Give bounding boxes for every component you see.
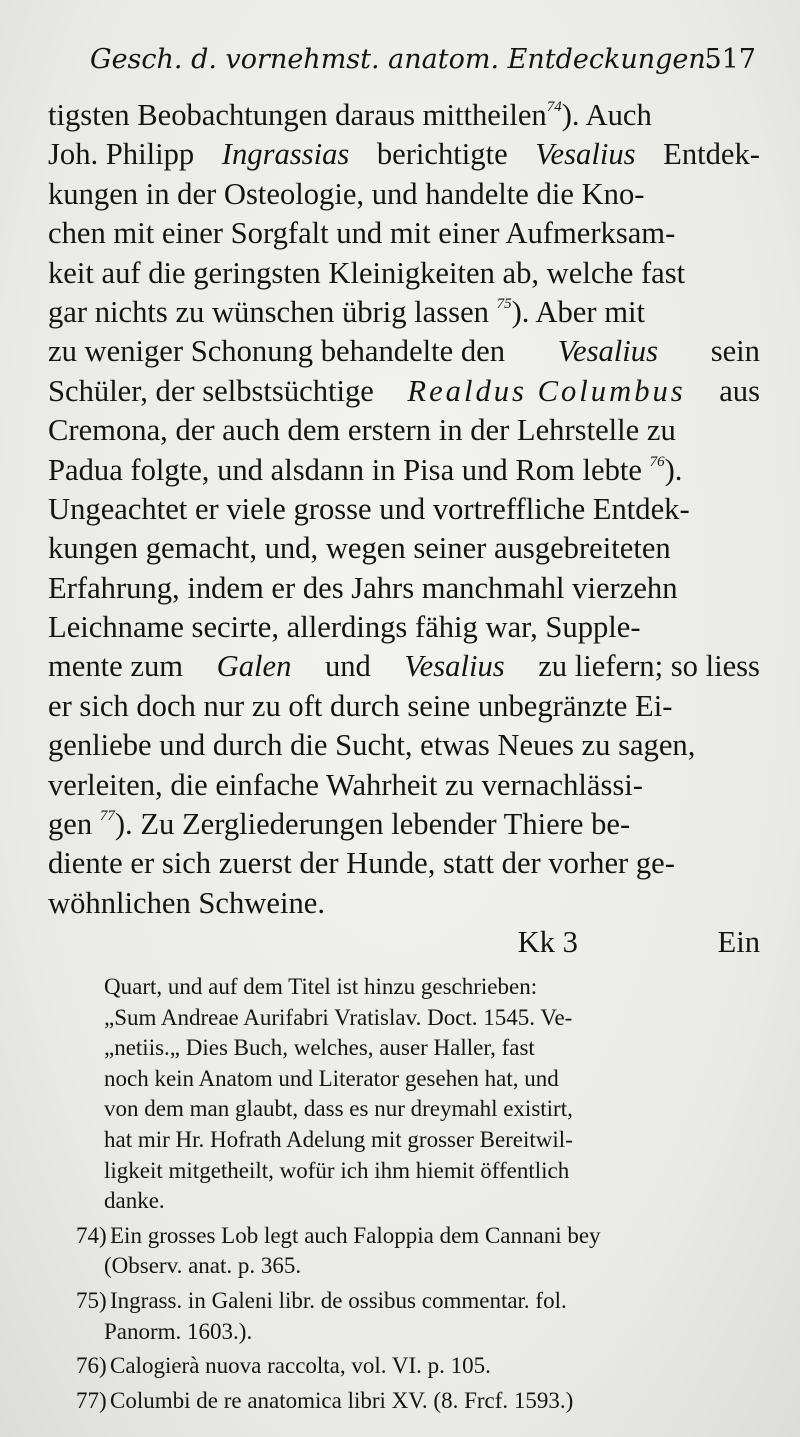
- signature-line: [48, 923, 760, 962]
- running-title: Gesch. d. vornehmst. anatom. Entdeckungen.: [90, 44, 715, 75]
- text-line: er sich doch nur zu oft durch seine unbegränzte Ei-: [48, 688, 673, 723]
- person-name: Galen: [216, 649, 292, 684]
- text-line: diente er sich zuerst der Hunde, statt der vorher ge-: [48, 846, 675, 881]
- footnote-number: 74): [76, 1222, 107, 1248]
- running-header: [90, 44, 770, 75]
- footnote-ref: 75: [496, 295, 512, 312]
- footnote-77: 77) Columbi de re anatomica libri XV. (8. Frcf. 1593.): [76, 1386, 766, 1417]
- text-line: kungen gemacht, und, wegen seiner ausgebreiteten: [48, 531, 671, 566]
- footnote-number: 77): [76, 1387, 107, 1413]
- footnote-ref: 74: [546, 99, 562, 115]
- text-line: Schüler, der selbstsüchtige Realdus Columbus aus: [48, 372, 760, 411]
- catchword: Ein: [717, 925, 760, 960]
- footnote-ref: 76: [649, 453, 665, 470]
- text-line: chen mit einer Sorgfalt und mit einer Aufmerksam-: [48, 216, 676, 251]
- text-line: Ungeachtet er viele grosse und vortreffliche Entdek-: [48, 491, 690, 526]
- footnote-ref: 77: [99, 808, 115, 825]
- footnotes: [76, 972, 766, 1416]
- text-line: tigsten Beobachtungen daraus mittheilen$^{74}$). Auch: [48, 98, 652, 132]
- footnote-76: 76) Calogierà nuova raccolta, vol. VI. p. 105.: [76, 1351, 766, 1382]
- text-line: keit auf die geringsten Kleinigkeiten ab, welche fast: [48, 255, 686, 290]
- text-line: kungen in der Osteologie, und handelte die Kno-: [48, 176, 645, 211]
- text-line: Padua folgte, und alsdann in Pisa und Rom lebte $^{76}$).: [48, 452, 683, 487]
- text-line: Joh. Philipp Ingrassias berichtigte Vesalius Entdek-: [48, 135, 760, 174]
- footnote-number: 75): [76, 1287, 107, 1313]
- footnote-75: 75) Ingrass. in Galeni libr. de ossibus commentar. fol. Panorm. 1603.).: [76, 1287, 567, 1344]
- person-name: Vesalius: [404, 649, 505, 684]
- footnote-continuation: Quart, und auf dem Titel ist hinzu geschrieben: „Sum Andreae Aurifabri Vratislav. Doct. 1545. Ve- „netiis.„ Dies Buch, welches, auser Haller, fast noch kein Anatom und Literator gesehen hat, und von dem man glaubt, dass es nur dreymahl existirt, hat mir Hr. Hofrath Adelung mit grosser Bereitwil- ligkeit mitgetheilt, wofür ich ihm hiemit öffentlich danke.: [104, 974, 573, 1214]
- main-text: [48, 96, 760, 963]
- footnote-74: 74) Ein grosses Lob legt auch Faloppia dem Cannani bey (Observ. anat. p. 365.: [76, 1222, 601, 1279]
- person-name: Realdus Columbus: [407, 373, 686, 408]
- person-name: Vesalius: [535, 137, 636, 172]
- text-line: gen $^{77}$). Zu Zergliederungen lebender Thiere be-: [48, 807, 631, 842]
- footnote-number: 76): [76, 1353, 107, 1379]
- page-number: 517: [704, 44, 756, 75]
- person-name: Vesalius: [557, 334, 659, 369]
- text-line: Cremona, der auch dem erstern in der Lehrstelle zu: [48, 413, 676, 448]
- text-line: genliebe und durch die Sucht, etwas Neues zu sagen,: [48, 728, 696, 763]
- text-line: gar nichts zu wünschen übrig lassen $^{75}$). Aber mit: [48, 294, 646, 329]
- text-line: Leichname secirte, allerdings fähig war, Supple-: [48, 610, 641, 645]
- text-line: wöhnlichen Schweine.: [48, 885, 325, 920]
- text-line: Erfahrung, indem er des Jahrs manchmahl vierzehn: [48, 570, 678, 605]
- text-line: mente zum Galen und Vesalius zu liefern; so liess: [48, 647, 760, 686]
- text-line: zu weniger Schonung behandelte den Vesalius sein: [48, 332, 760, 371]
- signature-mark: Kk 3: [517, 925, 578, 960]
- person-name: Ingrassias: [221, 137, 350, 172]
- text-line: verleiten, die einfache Wahrheit zu vernachlässi-: [48, 767, 643, 802]
